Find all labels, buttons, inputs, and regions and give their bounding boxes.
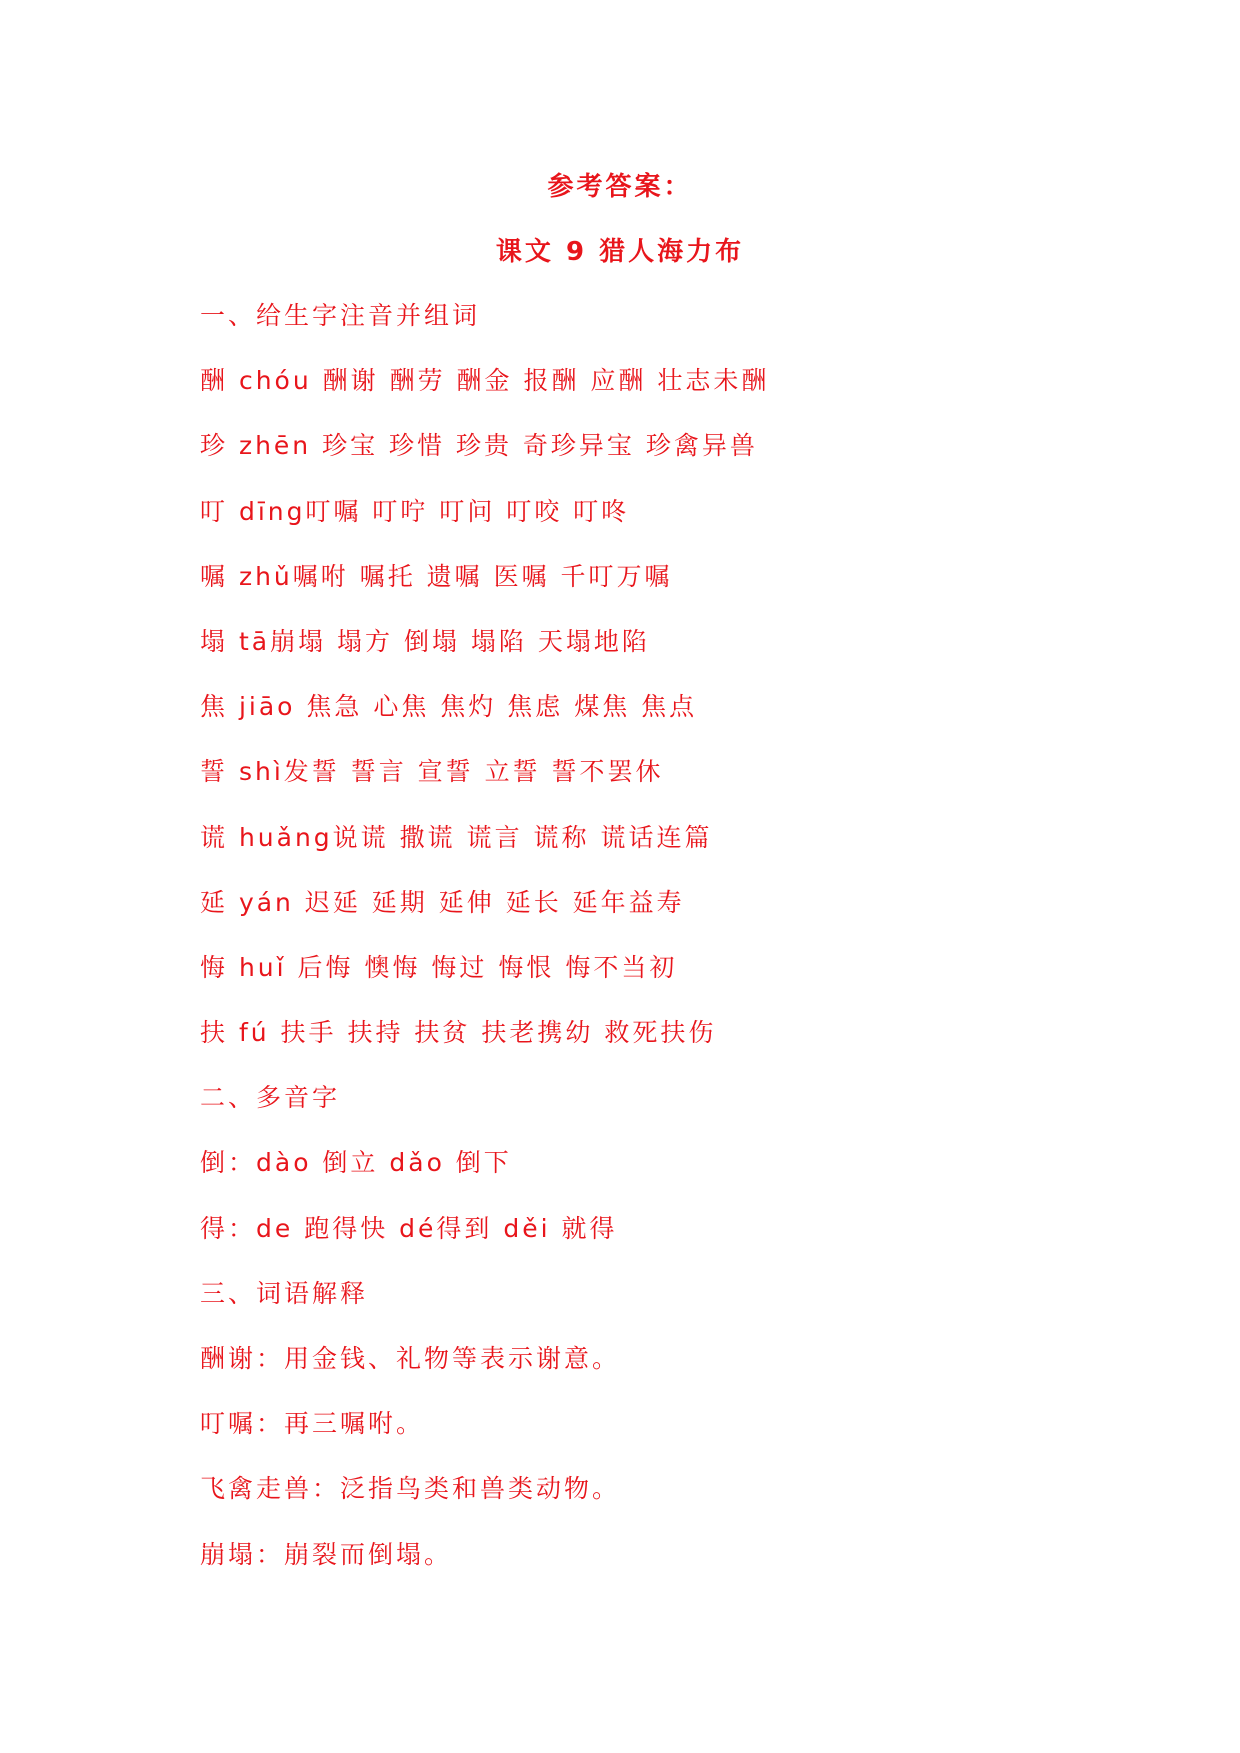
section-heading-definitions: 三、词语解释 [200, 1278, 369, 1308]
word-line-huang: 谎 huǎng说谎 撒谎 谎言 谎称 谎话连篇 [200, 822, 713, 852]
definition-line-chouxie: 酬谢：用金钱、礼物等表示谢意。 [200, 1344, 621, 1373]
answer-content [200, 296, 1180, 1600]
word-line-fu: 扶 fú 扶手 扶持 扶贫 扶老携幼 救死扶伤 [200, 1018, 717, 1048]
word-line-zhu: 嘱 zhǔ嘱咐 嘱托 遗嘱 医嘱 千叮万嘱 [200, 561, 673, 591]
word-line-chou: 酬 chóu 酬谢 酬劳 酬金 报酬 应酬 壮志未酬 [200, 366, 770, 396]
definition-line-bengta: 崩塌：崩裂而倒塌。 [200, 1539, 453, 1569]
definition-line-dingzhu: 叮嘱：再三嘱咐。 [200, 1409, 425, 1439]
word-line-yan: 延 yán 迟延 延期 延伸 延长 延年益寿 [200, 887, 685, 917]
lesson-title: 课文 9 猎人海力布 [495, 237, 745, 267]
polyphone-line-de: 得：de 跑得快 dé得到 děi 就得 [200, 1213, 618, 1243]
word-line-ding: 叮 dīng叮嘱 叮咛 叮问 叮咬 叮咚 [200, 496, 630, 526]
answer-key-title: 参考答案： [547, 172, 693, 202]
word-line-jiao: 焦 jiāo 焦急 心焦 焦灼 焦虑 煤焦 焦点 [200, 692, 698, 722]
polyphone-line-dao: 倒：dào 倒立 dǎo 倒下 [200, 1148, 512, 1178]
word-line-hui: 悔 huǐ 后悔 懊悔 悔过 悔恨 悔不当初 [200, 952, 678, 982]
word-line-zhen: 珍 zhēn 珍宝 珍惜 珍贵 奇珍异宝 珍禽异兽 [200, 431, 758, 461]
word-line-shi: 誓 shì发誓 誓言 宣誓 立誓 誓不罢休 [200, 757, 664, 787]
definition-line-feiqin: 飞禽走兽：泛指鸟类和兽类动物。 [200, 1474, 621, 1504]
word-line-ta: 塌 tā崩塌 塌方 倒塌 塌陷 天塌地陷 [200, 626, 650, 656]
section-heading-polyphones: 二、多音字 [200, 1083, 341, 1113]
section-heading-pinyin-words: 一、给生字注音并组词 [200, 301, 481, 330]
